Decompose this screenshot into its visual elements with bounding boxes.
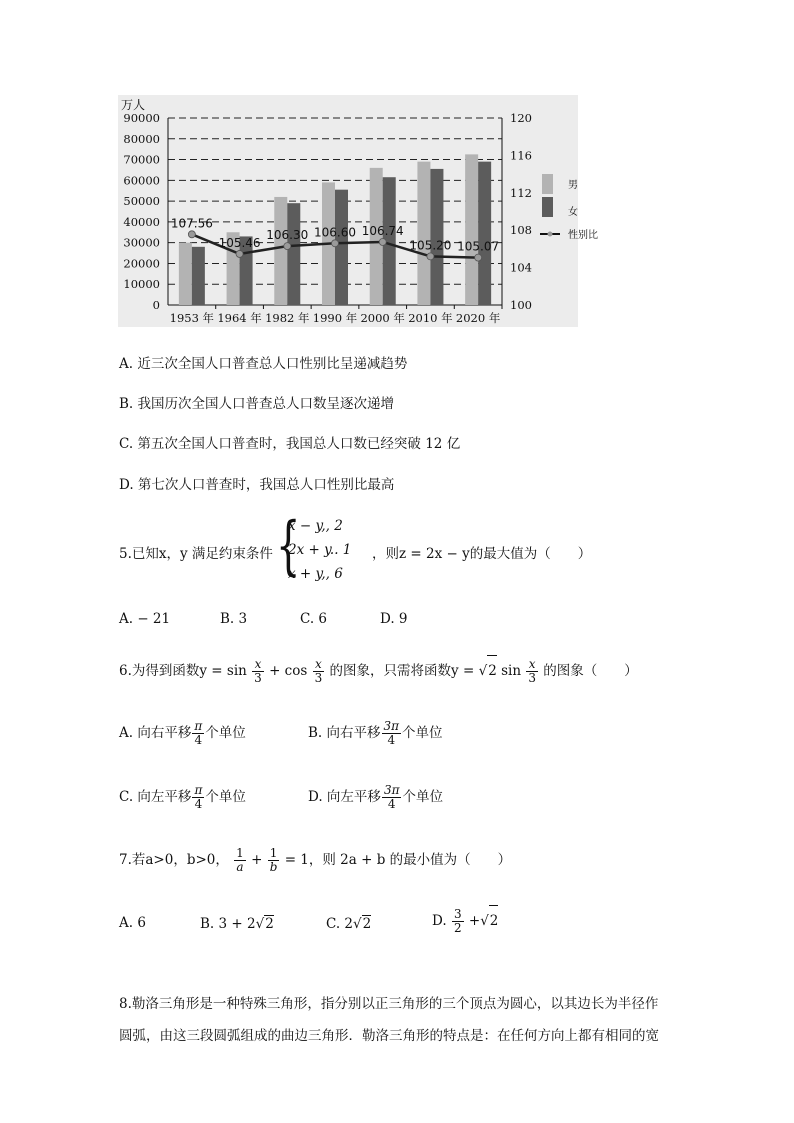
right-tick-label: 112 [510,185,532,200]
data-label: 105.20 [409,238,452,253]
left-tick-label: 50000 [123,194,160,209]
legend-marker [548,232,553,237]
x-tick-label: 1964 年 [217,311,262,325]
x-tick-label: 1990 年 [312,311,358,325]
data-label: 106.74 [361,223,404,238]
x-tick-label: 1953 年 [169,311,215,325]
q5-brace: { [276,509,301,583]
q5-option-b: B. 3 [220,611,248,627]
bar-male [465,154,478,305]
legend-swatch [542,197,553,217]
q6-option-a: A. 向右平移 $\frac{\pi}{4}$ 个单位 [119,719,246,747]
q5-constraint-system [276,509,386,584]
sex-ratio-point [284,243,291,250]
q5-prefix: 5.已知x，y 满足约束条件 [119,546,273,562]
left-tick-label: 20000 [123,256,160,271]
q6-text-3: 的图象，只需将函数y = [329,663,475,679]
sex-ratio-point [475,254,482,261]
data-label: 106.30 [266,228,309,243]
q6-option-b: B. 向右平移 $\frac{3\pi}{4}$ 个单位 [308,719,443,747]
y-axis-unit: 万人 [121,98,146,112]
q5-constraint-3: x + y,, 6 [288,566,343,582]
q7-stem: 7.若a>0，b>0， $\frac{1}{a}$ + $\frac{1}{b}$ = 1，则 2a + b 的最小值为（ ） [119,846,512,874]
left-tick-label: 30000 [123,235,160,250]
x-tick-label: 2000 年 [360,311,405,325]
data-label: 105.46 [218,235,261,250]
q8-line-1: 8.勒洛三角形是一种特殊三角形，指分别以正三角形的三个顶点为圆心，以其边长为半径作 [119,996,659,1012]
q6-text-4: sin [501,663,522,679]
right-tick-label: 100 [510,298,532,312]
legend-label: 男 [568,180,578,191]
q5-option-c: C. 6 [300,611,328,627]
q6-option-d: D. 向左平移 $\frac{3\pi}{4}$ 个单位 [308,783,443,811]
bar-female [430,169,443,305]
sex-ratio-point [332,240,339,247]
q8-line-2: 圆弧，由这三段圆弧组成的曲边三角形．勒洛三角形的特点是：在任何方向上都有相同的宽 [119,1028,659,1044]
data-label: 106.60 [314,225,356,240]
q6-stem: 6.为得到函数y = sin $\frac{x}{3}$ + cos $\frac{x}{3}$ 的图象，只需将函数y = √2 sin $\frac{x}{3}$ 的图象（ ） [119,655,638,686]
q4-option-a: A. 近三次全国人口普查总人口性别比呈递减趋势 [119,356,408,372]
sex-ratio-point [236,250,243,257]
q4-option-b: B. 我国历次全国人口普查总人口数呈逐次递增 [119,396,395,412]
q6-frac-3: $\frac{x}{3}$ [528,657,536,685]
x-tick-label: 1982 年 [265,311,310,325]
q6-frac-1: $\frac{x}{3}$ [254,657,262,685]
legend-swatch [542,174,553,194]
q6-sqrt: 2 [487,655,497,686]
q4-option-c: C. 第五次全国人口普查时，我国总人口数已经突破 12 亿 [119,436,461,452]
q6-frac-2: $\frac{x}{3}$ [314,657,323,685]
q6-option-c: C. 向左平移 $\frac{\pi}{4}$ 个单位 [119,783,246,811]
q5-constraint-1: x − y,, 2 [288,518,343,534]
left-tick-label: 10000 [123,277,160,292]
bar-female [478,162,491,305]
legend-label: 女 [568,207,578,218]
q6-text-1: 6.为得到函数y = sin [119,663,247,679]
q5-option-d: D. 9 [380,611,408,627]
q5-suffix: ，则z = 2x − y的最大值为（ ） [372,546,592,562]
bar-male [179,243,192,305]
sex-ratio-point [188,231,195,238]
q7-option-d: D. $\frac{3}{2}$ +√2 [432,905,498,936]
q7-option-c: C. 2√2 [326,916,372,932]
q4-option-d: D. 第七次人口普查时，我国总人口性别比最高 [119,477,395,493]
data-label: 105.07 [457,239,500,254]
bar-male [417,162,430,305]
x-tick-label: 2020 年 [455,311,501,325]
sex-ratio-point [427,253,434,260]
right-tick-label: 120 [510,111,532,125]
sex-ratio-point [379,238,386,245]
q7-option-a: A. 6 [119,915,146,931]
legend-label: 性别比 [568,230,598,241]
left-tick-label: 40000 [123,214,160,229]
bar-female [192,247,205,305]
bar-male [274,197,287,305]
population-chart [118,95,598,327]
left-tick-label: 70000 [123,152,160,167]
q6-text-5: 的图象（ ） [543,663,638,679]
right-tick-label: 104 [510,260,532,275]
q6-text-2: + cos [269,663,308,679]
data-label: 107.56 [170,216,213,231]
right-tick-label: 108 [510,223,532,238]
q5-option-a: A. − 21 [119,611,171,627]
left-tick-label: 80000 [123,131,160,146]
x-tick-label: 2010 年 [408,311,453,325]
q5-constraint-2: 2x + y.. 1 [288,542,352,558]
bar-female [287,203,300,305]
right-tick-label: 116 [510,148,532,163]
q7-option-b: B. 3 + 2√2 [200,916,274,932]
left-tick-label: 60000 [123,173,160,188]
left-tick-label: 0 [152,298,160,312]
left-tick-label: 90000 [123,111,160,125]
bar-female [335,190,348,305]
